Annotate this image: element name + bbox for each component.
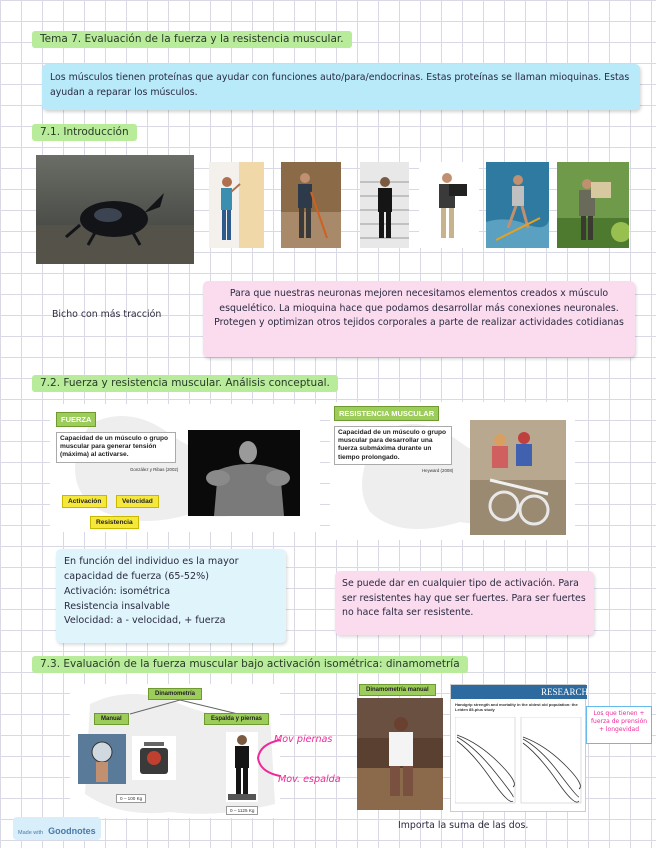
back-dynamometer-photo [132,736,176,780]
fuerza-definition: Capacidad de un músculo o grupo muscular para generar tensión (máxima) al activarse. [56,432,176,463]
man-on-stairs-photo [360,162,409,248]
annotation-mov-espalda: Mov. espalda [278,774,341,785]
woman-hand-dynamometer-photo [357,698,443,810]
neurons-note: Para que nuestras neuronas mejoren necesitamos elementos creados x músculo esquelético. La mioquina hace que podamos desarrollar más conexiones neuronales. Protegen y optimizan otros tejidos corporales a parte de realizar actividades cotidianas [203,281,635,357]
made-with-text: Made with [18,830,44,836]
annotation-mov-piernas: Mov piernas [274,734,333,745]
fuerza-detail-line: Activación: isométrica [64,585,171,597]
hand-dynamometer-photo [78,734,126,784]
woman-pushing-wall-photo [209,162,264,248]
diagram-manual: Manual [94,713,129,725]
intro-note: Los músculos tienen proteínas que ayudar con funciones auto/para/endocrinas. Estas proteínas se llaman mioquinas. Estas ayudan a reparar los músculos. [42,64,640,110]
goodnotes-badge [13,817,101,840]
tag-resistencia: Resistencia [90,516,139,529]
resistencia-details-note: Se puede dar en cualquier tipo de activación. Para ser resistentes hay que ser fuertes. Para ser fuertes no hace falta ser resistente. [335,571,594,635]
water-skier-photo [486,162,549,248]
fuerza-detail-line: Velocidad: a - velocidad, + fuerza [64,615,226,627]
section-heading-fuerza: 7.2. Fuerza y resistencia muscular. Análisis conceptual. [32,375,338,392]
section-heading-introduccion: 7.1. Introducción [32,124,137,141]
dinamometria-diagram [70,684,280,818]
cyclists-photo [470,420,566,535]
fuerza-citation: González y Ribas (2002) [130,467,179,472]
man-sweeping-photo [281,162,341,248]
range-manual: 0 – 100 Kg [116,794,146,803]
man-carrying-sack-photo [557,162,629,248]
resistencia-tag: RESISTENCIA MUSCULAR [334,406,439,421]
research-title: Handgrip strength and mortality in the oldest old population: the Leiden 85-plus study [455,702,578,712]
fuerza-detail-line: capacidad de fuerza (65-52%) [64,570,209,582]
section-heading-dinamometria: 7.3. Evaluación de la fuerza muscular bajo activación isométrica: dinamometría [32,656,468,673]
research-paper [450,684,589,812]
beetle-caption: Bicho con más tracción [52,309,162,320]
tag-activacion: Activación [62,495,107,508]
range-espalda: 0 – 1125 Kg [226,806,258,815]
man-with-camera-photo [419,162,479,248]
tag-velocidad: Velocidad [116,495,159,508]
diagram-espalda-piernas: Espalda y piernas [204,713,269,725]
fuerza-slide [50,404,320,532]
survival-curves-figure [455,717,583,807]
beetle-photo [36,155,194,264]
page-title: Tema 7. Evaluación de la fuerza y la resistencia muscular. [32,31,352,48]
bodybuilder-photo [188,430,300,516]
fuerza-details-note [56,549,286,643]
goodnotes-logo-text: Goodnotes [48,826,96,836]
fuerza-detail-line: Resistencia insalvable [64,600,170,612]
resistencia-definition: Capacidad de un músculo o grupo muscular para desarrollar una fuerza submáxima durante un tiempo prolongado. [334,426,452,465]
resistencia-citation: Heyward (2008) [422,468,454,473]
sum-caption: Importa la suma de las dos. [398,820,529,831]
diagram-root: Dinamometría [148,688,202,700]
manual-tag: Dinamometría manual [359,684,436,696]
longevity-note: Los que tienen + fuerza de prensión + longevidad [586,706,652,744]
fuerza-detail-line: En función del individuo es la mayor [64,556,239,567]
resistencia-slide [330,402,575,540]
research-header: RESEARCH [541,687,589,697]
fuerza-tag: FUERZA [56,412,96,427]
